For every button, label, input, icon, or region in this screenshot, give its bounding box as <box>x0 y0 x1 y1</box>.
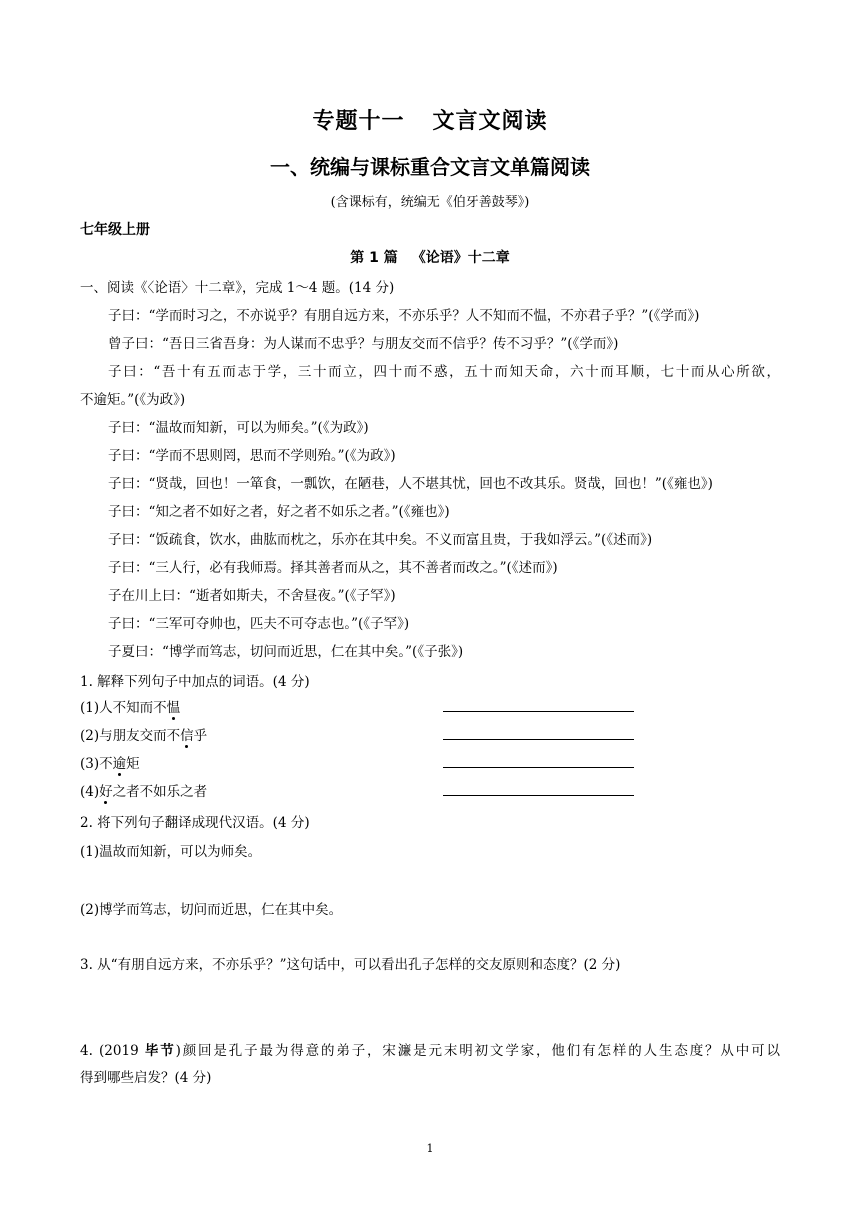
question-2-stem: 2. 将下列句子翻译成现代汉语。(4 分) <box>80 815 310 831</box>
section-note: (含课标有，统编无《伯牙善鼓琴》) <box>330 195 530 210</box>
article-heading <box>0 247 860 267</box>
passage-line: 子曰：“吾十有五而志于学，三十而立，四十而不惑，五十而知天命，六十而耳顺，七十而从心所欲， <box>108 364 780 380</box>
question-1-item: (3)不逾矩 <box>80 752 140 772</box>
answer-blank[interactable] <box>443 767 634 768</box>
section-title: 一、统编与课标重合文言文单篇阅读 <box>270 155 590 179</box>
dotted-word: 逾 <box>113 752 127 772</box>
answer-blank[interactable] <box>443 711 634 712</box>
dotted-word: 信 <box>180 724 194 744</box>
grade-label: 七年级上册 <box>80 222 150 238</box>
article-number: 第 1 篇 <box>350 250 398 266</box>
question-1-item: (2)与朋友交而不信乎 <box>80 724 207 744</box>
question-1-item: (1)人不知而不愠 <box>80 696 180 716</box>
dotted-word: 愠 <box>167 696 181 716</box>
question-4-stem: 4. (2019 毕节)颜回是孔子最为得意的弟子，宋濂是元末明初文学家，他们有怎样的人生态度？从中可以 <box>80 1043 781 1059</box>
question-4-stem-cont: 得到哪些启发？(4 分) <box>80 1070 212 1086</box>
topic-title-part2: 文言文阅读 <box>432 109 548 134</box>
page-number: 1 <box>426 1142 434 1155</box>
passage-line: 子曰：“温故而知新，可以为师矣。”(《为政》) <box>108 420 369 436</box>
question-1-stem: 1. 解释下列句子中加点的词语。(4 分) <box>80 674 310 690</box>
passage-line: 子曰：“三军可夺帅也，匹夫不可夺志也。”(《子罕》) <box>108 616 410 632</box>
passage-line: 曾子曰：“吾日三省吾身：为人谋而不忠乎？与朋友交而不信乎？传不习乎？”(《学而》) <box>108 336 619 352</box>
passage-line: 子在川上曰：“逝者如斯夫，不舍昼夜。”(《子罕》) <box>108 588 396 604</box>
reading-instruction: 一、阅读《〈论语〉十二章》，完成 1～4 题。(14 分) <box>80 280 395 296</box>
passage-line: 子曰：“学而不思则罔，思而不学则殆。”(《为政》) <box>108 448 396 464</box>
passage-line: 子曰：“贤哉，回也！一箪食，一瓢饮，在陋巷，人不堪其忧，回也不改其乐。贤哉，回也！”(《雍也》) <box>108 476 713 492</box>
passage-line: 子曰：“三人行，必有我师焉。择其善者而从之，其不善者而改之。”(《述而》) <box>108 560 558 576</box>
question-3-stem: 3. 从“有朋自远方来，不亦乐乎？”这句话中，可以看出孔子怎样的交友原则和态度？(2 分) <box>80 957 621 973</box>
dotted-word: 好 <box>99 780 113 800</box>
question-source: 毕节 <box>144 1043 176 1059</box>
question-1-item: (4)好之者不如乐之者 <box>80 780 207 800</box>
passage-line: 子曰：“学而时习之，不亦说乎？有朋自远方来，不亦乐乎？人不知而不愠，不亦君子乎？”(《学而》) <box>108 308 700 324</box>
answer-blank[interactable] <box>443 795 634 796</box>
passage-line: 子曰：“饭疏食，饮水，曲肱而枕之，乐亦在其中矣。不义而富且贵，于我如浮云。”(《述而》) <box>108 532 653 548</box>
article-title: 《论语》十二章 <box>411 250 510 266</box>
question-2-item: (2)博学而笃志，切问而近思，仁在其中矣。 <box>80 902 343 918</box>
passage-line: 子夏曰：“博学而笃志，切问而近思，仁在其中矣。”(《子张》) <box>108 644 464 660</box>
topic-title <box>0 104 860 135</box>
answer-blank[interactable] <box>443 739 634 740</box>
passage-line: 子曰：“知之者不如好之者，好之者不如乐之者。”(《雍也》) <box>108 504 450 520</box>
question-2-item: (1)温故而知新，可以为师矣。 <box>80 844 262 860</box>
passage-line: 不逾矩。”(《为政》) <box>80 392 186 408</box>
topic-title-part1: 专题十一 <box>312 109 405 134</box>
